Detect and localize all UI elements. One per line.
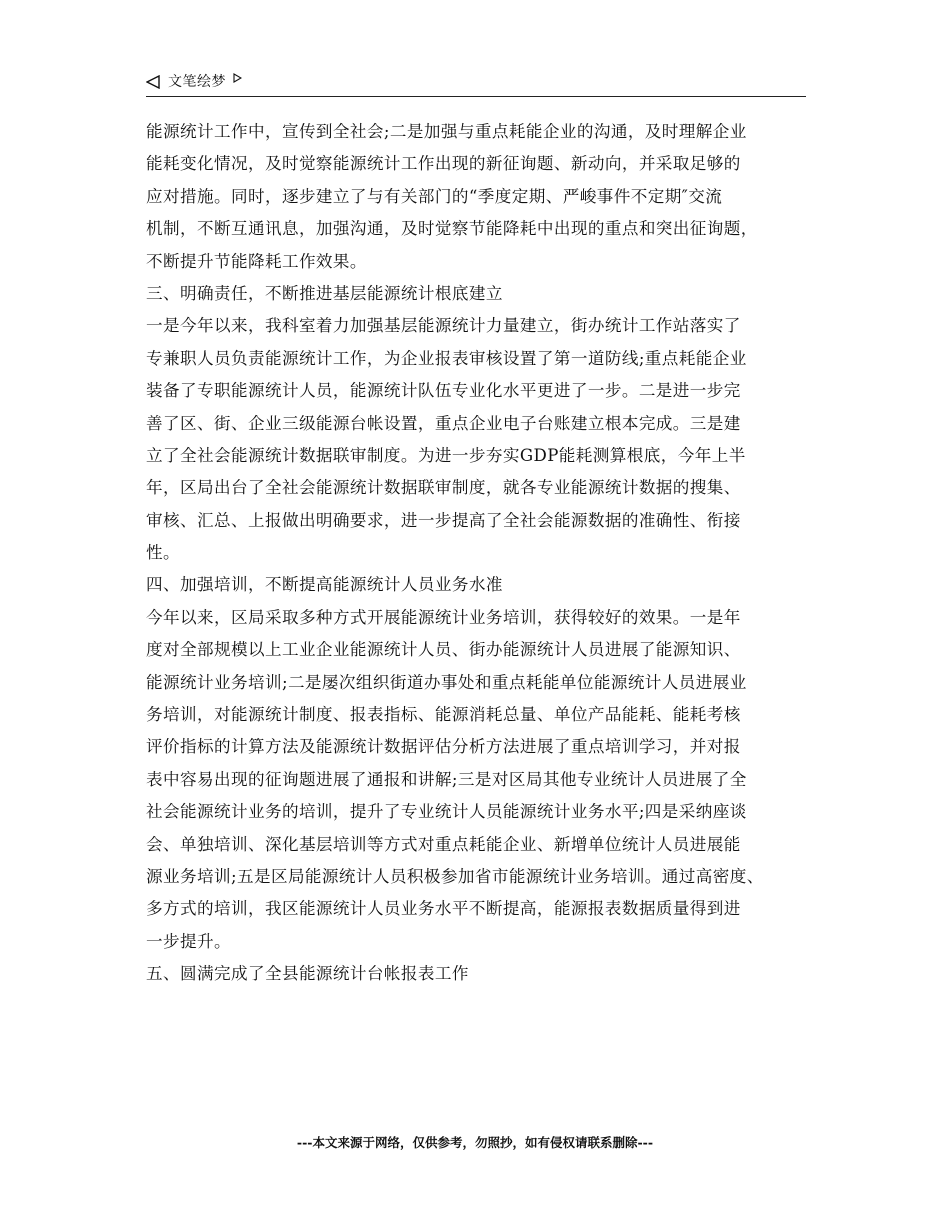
text-line: 五、圆满完成了全县能源统计台帐报表工作 <box>146 964 469 984</box>
text-line: 评价指标的计算方法及能源统计数据评估分析方法进展了重点培训学习，并对报 <box>146 737 741 757</box>
triangle-right-outline-icon <box>233 73 242 83</box>
text-line: 四、加强培训，不断提高能源统计人员业务水准 <box>146 575 503 595</box>
text-line: 源业务培训;五是区局能源统计人员积极参加省市能源统计业务培训。通过高密度、 <box>146 866 764 886</box>
text-line: 能耗变化情况，及时觉察能源统计工作出现的新征询题、新动向，并采取足够的 <box>146 154 741 174</box>
text-line: 审核、汇总、上报做出明确要求，进一步提高了全社会能源数据的准确性、衔接 <box>146 510 741 530</box>
text-line: 务培训，对能源统计制度、报表指标、能源消耗总量、单位产品能耗、能耗考核 <box>146 705 741 725</box>
text-line: 应对措施。同时，逐步建立了与有关部门的“季度定期、严峻事件不定期″交流 <box>146 186 723 206</box>
text-line: 能源统计业务培训;二是屡次组织街道办事处和重点耗能单位能源统计人员进展业 <box>146 672 747 692</box>
text-line: 立了全社会能源统计数据联审制度。为进一步夯实GDP能耗测算根底，今年上半 <box>146 445 746 465</box>
text-line: 度对全部规模以上工业企业能源统计人员、街办能源统计人员进展了能源知识、 <box>146 640 741 660</box>
text-line: 装备了专职能源统计人员，能源统计队伍专业化水平更进了一步。二是进一步完 <box>146 381 741 401</box>
text-line: 不断提升节能降耗工作效果。 <box>146 251 367 271</box>
text-line: 三、明确责任，不断推进基层能源统计根底建立 <box>146 283 503 303</box>
text-line: 一步提升。 <box>146 931 231 951</box>
text-line: 今年以来，区局采取多种方式开展能源统计业务培训，获得较好的效果。一是年 <box>146 607 741 627</box>
document-body <box>146 116 826 991</box>
text-line: 一是今年以来，我科室着力加强基层能源统计力量建立，街办统计工作站落实了 <box>146 316 741 336</box>
text-line: 机制，不断互通讯息，加强沟通，及时觉察节能降耗中出现的重点和突出征询题， <box>146 219 758 239</box>
triangle-left-outline-icon <box>146 75 160 89</box>
text-line: 性。 <box>146 543 180 563</box>
header-brand: 文笔绘梦 <box>168 74 226 90</box>
page-header <box>146 70 806 97</box>
text-line: 专兼职人员负责能源统计工作，为企业报表审核设置了第一道防线;重点耗能企业 <box>146 348 747 368</box>
text-line: 能源统计工作中，宣传到全社会;二是加强与重点耗能企业的沟通，及时理解企业 <box>146 122 747 141</box>
footer-notice: ---本文来源于网络，仅供参考，勿照抄，如有侵权请联系删除--- <box>296 1135 654 1150</box>
text-line: 会、单独培训、深化基层培训等方式对重点耗能企业、新增单位统计人员进展能 <box>146 834 741 854</box>
text-line: 善了区、街、企业三级能源台帐设置，重点企业电子台账建立根本完成。三是建 <box>146 413 741 433</box>
text-line: 年，区局出台了全社会能源统计数据联审制度，就各专业能源统计数据的搜集、 <box>146 478 741 498</box>
text-line: 表中容易出现的征询题进展了通报和讲解;三是对区局其他专业统计人员进展了全 <box>146 769 747 789</box>
text-line: 社会能源统计业务的培训，提升了专业统计人员能源统计业务水平;四是采纳座谈 <box>146 802 747 822</box>
text-line: 多方式的培训，我区能源统计人员业务水平不断提高，能源报表数据质量得到进 <box>146 899 741 919</box>
